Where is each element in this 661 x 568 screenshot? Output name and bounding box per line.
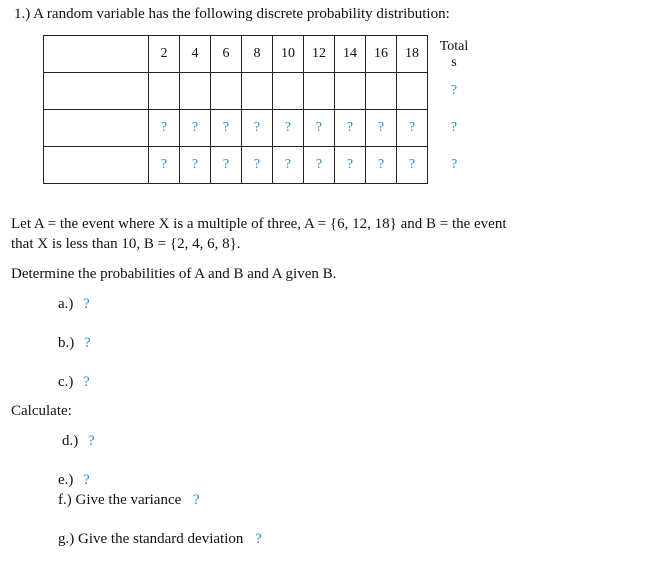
part-b-answer[interactable]: ? [84, 335, 91, 351]
cell-placeholder[interactable]: ? [242, 110, 273, 147]
x-value-cell: 14 [335, 36, 366, 73]
row-label-cell [44, 110, 149, 147]
x-value-cell: 4 [180, 36, 211, 73]
probability-table [43, 35, 481, 184]
x-value-cell: 8 [242, 36, 273, 73]
part-b-label: b.) [58, 335, 75, 351]
part-c-label: c.) [58, 374, 74, 390]
row-total-placeholder[interactable]: ? [450, 120, 458, 135]
question-title: 1.) A random variable has the following discrete probability distribution: [14, 6, 450, 22]
part-c-answer[interactable]: ? [83, 374, 90, 390]
cell-placeholder[interactable]: ? [366, 110, 397, 147]
events-line-1: Let A = the event where X is a multiple of three, A = {6, 12, 18} and B = the event [11, 216, 507, 232]
cell-placeholder[interactable]: ? [242, 147, 273, 184]
table-row-2 [44, 73, 481, 110]
part-a-label: a.) [58, 296, 74, 312]
events-line-2: that X is less than 10, B = {2, 4, 6, 8}. [11, 236, 241, 252]
part-a-answer[interactable]: ? [83, 296, 90, 312]
cell-placeholder[interactable]: ? [149, 147, 180, 184]
cell-placeholder[interactable]: ? [397, 147, 428, 184]
part-d [62, 433, 95, 450]
calculate-heading: Calculate: [11, 403, 72, 419]
cell-placeholder[interactable]: ? [180, 110, 211, 147]
instruction-text: Determine the probabilities of A and B and A given B. [11, 266, 337, 282]
part-g [58, 531, 262, 548]
part-a [58, 296, 90, 313]
part-g-label: g.) Give the standard deviation [58, 531, 244, 547]
table-cell [273, 73, 304, 110]
table-cell [149, 73, 180, 110]
totals-header-line1: Total [439, 38, 469, 54]
cell-placeholder[interactable]: ? [366, 147, 397, 184]
x-value-cell: 6 [211, 36, 242, 73]
row-total-placeholder[interactable]: ? [450, 83, 458, 98]
cell-placeholder[interactable]: ? [304, 147, 335, 184]
table-row-3 [44, 110, 481, 147]
part-f [58, 492, 200, 509]
totals-header-line2: s [451, 54, 457, 70]
part-c [58, 374, 90, 391]
cell-placeholder[interactable]: ? [180, 147, 211, 184]
x-value-cell: 10 [273, 36, 304, 73]
cell-placeholder[interactable]: ? [397, 110, 428, 147]
row-label-cell [44, 147, 149, 184]
cell-placeholder[interactable]: ? [335, 110, 366, 147]
part-e-label: e.) [58, 472, 74, 488]
cell-placeholder[interactable]: ? [273, 110, 304, 147]
part-f-answer[interactable]: ? [193, 492, 200, 508]
cell-placeholder[interactable]: ? [211, 110, 242, 147]
cell-placeholder[interactable]: ? [273, 147, 304, 184]
part-d-answer[interactable]: ? [88, 433, 95, 449]
table-cell [180, 73, 211, 110]
table-cell [335, 73, 366, 110]
row-label-cell [44, 73, 149, 110]
table-cell [211, 73, 242, 110]
table-cell [242, 73, 273, 110]
x-value-cell: 12 [304, 36, 335, 73]
part-g-answer[interactable]: ? [255, 531, 262, 547]
x-value-cell: 16 [366, 36, 397, 73]
table-row-4 [44, 147, 481, 184]
x-value-cell: 18 [397, 36, 428, 73]
cell-placeholder[interactable]: ? [149, 110, 180, 147]
table-cell [397, 73, 428, 110]
part-e [58, 472, 90, 489]
table-cell [304, 73, 335, 110]
table-cell [366, 73, 397, 110]
cell-placeholder[interactable]: ? [211, 147, 242, 184]
part-b [58, 335, 91, 352]
row-label-cell [44, 36, 149, 73]
cell-placeholder[interactable]: ? [335, 147, 366, 184]
part-e-answer[interactable]: ? [83, 472, 90, 488]
cell-placeholder[interactable]: ? [304, 110, 335, 147]
x-value-cell: 2 [149, 36, 180, 73]
totals-header [428, 36, 481, 73]
part-d-label: d.) [62, 433, 79, 449]
part-f-label: f.) Give the variance [58, 492, 182, 508]
table-row-header [44, 36, 481, 73]
row-total-placeholder[interactable]: ? [451, 157, 458, 172]
